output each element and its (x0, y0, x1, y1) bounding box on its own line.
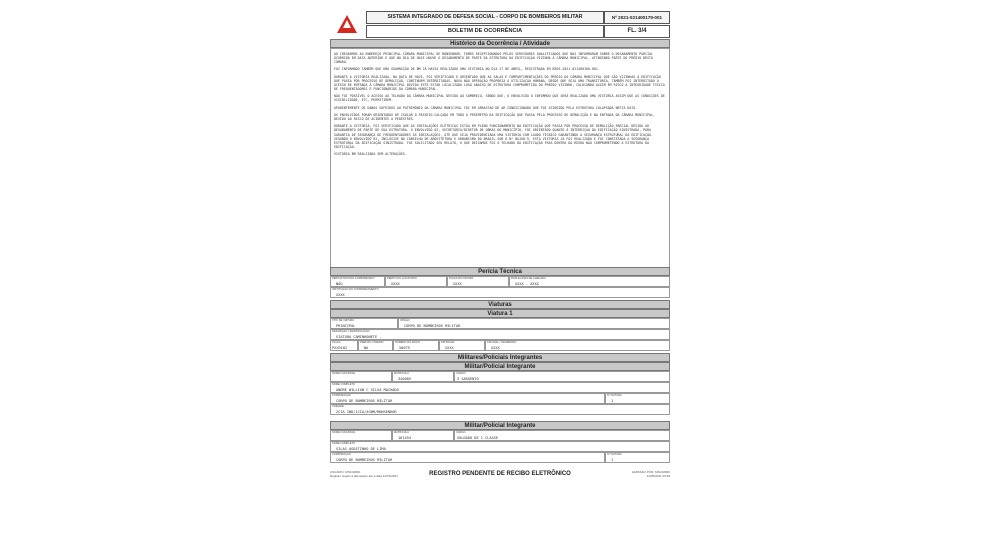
occurrence-number: Nº 2021-021400179-001 (604, 11, 670, 24)
militar-field: MATRÍCULA 161494 (392, 430, 454, 441)
viatura-row-1 (330, 318, 670, 329)
militar-field: Nº VIATURA 1 (605, 393, 670, 404)
pericia-title: Perícia Técnica (330, 267, 670, 276)
historico-text (330, 48, 670, 275)
militar-1-row-4 (330, 404, 670, 415)
viatura-field: PREFIXO / PRÉDIO NA (358, 340, 393, 351)
viaturas-title: Viaturas (330, 300, 670, 309)
militar-field: NOME FUNCIONAL (330, 430, 392, 441)
viatura-field: NÚMERO DO APOIO 50079 (393, 340, 439, 351)
militar-field: CORPORAÇÃO CORPO DE BOMBEIROS MILITAR (330, 393, 605, 404)
pericia-field: PLACA DA VIATURA XXXX (447, 276, 509, 287)
pericia-row-1 (330, 276, 670, 287)
footer-date-line: 14/05/2021 09:28 (646, 474, 670, 479)
viatura-subtitle: Viatura 1 (330, 309, 670, 318)
historico-paragraph: DURANTE A VISTORIA, FOI VERIFICADO QUE AS INSTALAÇÕES ELÉTRICAS ESTÃO EM PLENO FUNCIONAMENTO NA EDIFICAÇÃO QUE PASSA POR PROCESSO DE DEMOLIÇÃO PARCIAL DEVIDO AO DESABAMENTO DE PARTE DE SUA ESTRUTURA. O ENVOLVIDO 02, SECRETÁRIO/DIRETOR DE OBRAS DO MUNICÍPIO, FOI ORIENTADO QUANTO À INTERDIÇÃO DA EDIFICAÇÃO SINISTRADA, PARA GARANTIA DE SEGURANÇA DE FREQUENTADORES ÀS INSTALAÇÕES, ATÉ QUE SEJA PROVIDENCIADA UMA VISTORIA COM LAUDO TÉCNICO GARANTINDO A SEGURANÇA ESTRUTURAL DA EDIFICAÇÃO. SEGUNDO O ENVOLVIDO 02, INCLUSIVE NO CONSELHO DE ARQUITETURA E URBANISMO DO BRASIL SOB O Nº BA158-9, ESTA VISTORIA JÁ FOI REALIZADA E FOI CONSTATADA A SEGURANÇA ESTRUTURAL DA EDIFICAÇÃO SINISTRADA. FOI SOLICITADO SEU RELATO, O QUE DEIXAMOS FOI O TELHADO DA EDIFICAÇÃO FRAS DENTRO DA REGRA NÃO COMPROMETENDO A ESTRUTURA DA EDIFICAÇÃO. (334, 124, 653, 149)
document-title: BOLETIM DE OCORRÊNCIA (366, 25, 604, 38)
historico-paragraph: VISTORIA BM REALIZADA SEM ALTERAÇÕES. (334, 152, 407, 157)
fire-department-logo-icon (336, 14, 358, 34)
historico-paragraph: NÃO FOI POSSÍVEL O ACESSO AO TELHADO DA CÂMARA MUNICIPAL DEVIDO AO SOMBREIO, SENDO QUE, O ENVOLVIDO O INFORMOU QUE SERÁ REALIZADO UMA VISTORIA ASSIM QUE AS CONDIÇÕES DE VISIBILIDADE, ETC, PERMITIREM. (334, 94, 665, 103)
historico-paragraph: APARENTEMENTE OS DANOS SOFRIDOS AO PATRIMÔNIO DA CÂMARA MUNICIPAL FOI EM ARRASTAO DE AR CONDICIONADO QUE FOI ATINGIDO PELA ESTRUTURA COLAPSADA NESTA DATA. (334, 105, 638, 110)
viatura-row-2 (330, 329, 670, 340)
militar-field: CORPORAÇÃO CORPO DE BOMBEIROS MILITAR (330, 452, 605, 463)
militar-2-row-1 (330, 430, 670, 441)
viatura-field: KM FINAL / ODÔMETRO XXXX (485, 340, 670, 351)
viatura-field: TIPO DE VIATURA PRINCIPAL (330, 318, 398, 329)
militar-subtitle: Militar/Policial Integrante (330, 362, 670, 371)
viatura-field: PLACA PXX9182 (330, 340, 358, 351)
militar-2-row-2 (330, 441, 670, 452)
pericia-field: PERÍCIA TÉCNICA COMPARECEU? NÃO (330, 276, 385, 287)
viatura-field: ÓRGÃO CORPO DE BOMBEIROS MILITAR (398, 318, 670, 329)
footer-user-line: USUÁRIO: MSC40820 (330, 470, 361, 474)
historico-paragraph: DURANTE A VISTORIA REALIZADA, NA DATA DE HOJE, FOI VERIFICADO E ORIENTADO QUE AS SALAS E COMPARTIMENTAÇÕES DO PRÉDIO DA CÂMARA MUNICIPAL QUE SÃO VIZINHAS À EDIFICAÇÃO QUE PASSA POR PROCESSO DE DEMOLIÇÃO, CONTINUEM INTERDITADAS. NOVA NÃO OPERAÇÃO PROPORIA A UTILIZAÇÃO HUMANA, DESDE QUE SEJA UMA TRANSITÓRIA, TAMBÉM FOI INTERDITADO O ACESSO DE ENTRADA À CÂMARA MUNICIPAL DEVIDO ESTE ESTAR LOCALIZADO LOGO ABAIXO DE ESTRUTURA COMPROMETIDA DO PRÉDIO VIZINHO, COLOCANDO ASSIM EM RISCO A INTEGRIDADE FÍSICA DE FREQUENTADORES E FUNCIONÁRIOS DA CÂMARA MUNICIPAL. (334, 74, 665, 92)
historico-title: Histórico da Ocorrência / Atividade (330, 39, 670, 48)
militar-1-row-3 (330, 393, 670, 404)
footer-status: REGISTRO PENDENTE DE RECIBO ELETRÔNICO (429, 471, 571, 477)
system-title: SISTEMA INTEGRADO DE DEFESA SOCIAL - CORPO DE BOMBEIROS MILITAR (366, 11, 604, 24)
militar-field: NOME COMPLETO ANDRÉ WILLIAN C SILVA MACHADO (330, 382, 670, 393)
historico-paragraph: OS ENVOLVIDOS FORAM ORIENTADOS DE ISOLAR O PASSEIO-CALÇADA EM TODO O PERÍMETRO DA EDIFICAÇÃO QUE PASSA PELO PROCESSO DE DEMOLIÇÃO E NA ENTRADA DA CÂMARA MUNICIPAL, DEVIDO AO RISCO DE ACIDENTES A PEDESTRES. (334, 112, 655, 122)
militar-field: CARGO SOLDADO DE 1 CLASSE (454, 430, 670, 441)
viatura-field: KM INICIAL XXXX (439, 340, 485, 351)
militar-field: MATRÍCULA 346085 (392, 371, 454, 382)
militar-subtitle: Militar/Policial Integrante (330, 421, 670, 430)
militar-field: CARGO 3 SARGENTO (454, 371, 670, 382)
pericia-field: DATA E HORA DE CHEGADA XXXX - XXXX (509, 276, 670, 287)
historico-paragraph: FOI INFORMADO TAMBÉM QUE UMA GUARNIÇÃO DE BM JÁ HAVIA REALIZADO UMA VISTORIA NO DIA 27 DE ABRIL, REGISTRADA EM REDS-2021-021400160-001. (334, 67, 600, 72)
militares-title: Militares/Policiais Integrantes (330, 353, 670, 362)
footer-emission (632, 470, 670, 479)
footer-note-line: Registro sujeito a alterações até a data 14/05/2021 (330, 474, 398, 479)
pericia-row-2 (330, 287, 670, 298)
militar-field: Nº VIATURA 1 (605, 452, 670, 463)
militar-field: NOME FUNCIONAL (330, 371, 392, 382)
pericia-field: INSTITUIÇÃO DO COMPARECIMENTO XXXX (330, 287, 670, 298)
sheet-number: FL. 3/4 (604, 25, 670, 38)
footer-user (330, 470, 398, 479)
militar-field: NOME COMPLETO SILAS AGOSTINHO DE LIMA (330, 441, 670, 452)
document-page (330, 8, 670, 486)
pericia-field: PERITO DO LOCATÁRIO XXXX (385, 276, 447, 287)
historico-paragraph: AO CHEGARMOS AO ENDEREÇO PRINCIPAL CÂMARA MUNICIPAL DE MONSENHOR, FOMOS RECEPCIONADOS PELOS SERVIDORES QUALIFICADOS QUE NOS INFORMARAM SOBRE O DESABAMENTO PARCIAL OCORRIDO EM DATA ANTERIOR E QUE NO DIA DE HOJE HOUVE O DESABAMENTO DE PARTE DA ESTRUTURA DA EDIFICAÇÃO VIZINHA À CÂMARA MUNICIPAL, ATINGINDO PARTE DO PRÉDIO DESTA CÂMARA. (334, 52, 653, 65)
militar-1-row-1 (330, 371, 670, 382)
militar-2-row-3 (330, 452, 670, 463)
viatura-field: DESCRIÇÃO / IDENTIFICAÇÃO VIATURA CAMINHONETE - (330, 329, 670, 340)
viatura-row-3 (330, 340, 670, 351)
footer-emission-line: EMISSÃO POR: MSC40820 (632, 470, 670, 474)
militar-field: UNIDADE 2CIA IND/1CIA/4GBM/MONSENHOR (330, 404, 670, 415)
militar-1-row-2 (330, 382, 670, 393)
